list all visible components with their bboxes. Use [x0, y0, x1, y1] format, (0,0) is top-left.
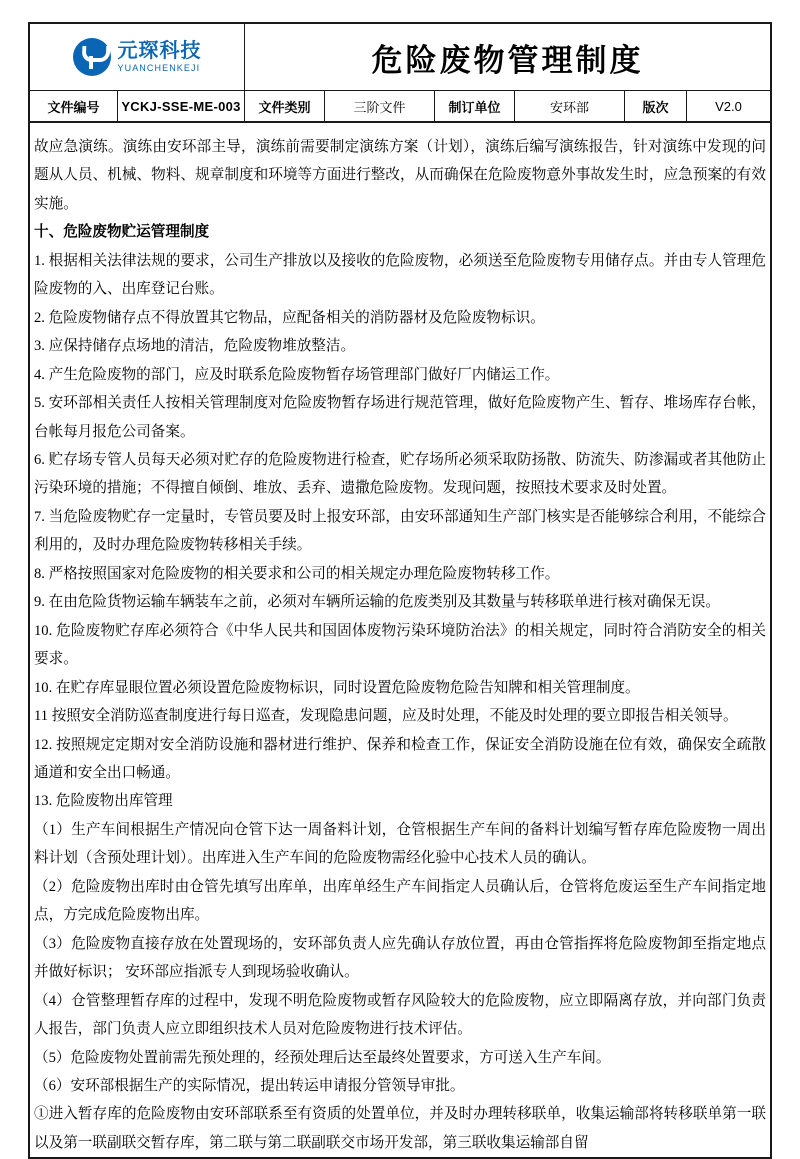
document-header	[30, 24, 770, 91]
document-body	[30, 123, 770, 1157]
version-label: 版次	[625, 91, 687, 121]
document-meta-row	[30, 91, 770, 123]
clause-item: 11 按照安全消防巡查制度进行每日巡查，发现隐患问题，应及时处理，不能及时处理的要立即报告相关领导。	[34, 708, 738, 725]
clause-item: 4. 产生危险废物的部门，应及时联系危险废物暂存场管理部门做好厂内储运工作。	[34, 366, 560, 383]
document-frame	[28, 22, 772, 1159]
clause-item: 8. 严格按照国家对危险废物的相关要求和公司的相关规定办理危险废物转移工作。	[34, 565, 560, 582]
sub-clause-item: （4）仓管整理暂存库的过程中，发现不明危险废物或暂存风险较大的危险废物，应立即隔离存放，并向部门负责人报告，部门负责人应立即组织技术人员对危险废物进行技术评估。	[34, 992, 766, 1038]
sub-clause-item: ①进入暂存库的危险废物由安环部联系至有资质的处置单位，并及时办理转移联单，收集运输部将转移联单第一联以及第一联副联交暂存库，第二联与第二联副联交市场开发部，第三联收集运输部自留	[34, 1106, 766, 1151]
clause-item: 13. 危险废物出库管理	[34, 793, 173, 810]
clause-item: 10. 在贮存库显眼位置必须设置危险废物标识，同时设置危险废物危险告知牌和相关管理制度。	[34, 679, 640, 696]
company-name-en: YUANCHENKEJI	[117, 62, 201, 73]
doc-type-label: 文件类别	[245, 91, 325, 121]
clause-item: 7. 当危险废物贮存一定量时，专管员要及时上报安环部，由安环部通知生产部门核实是否能够综合利用，不能综合利用的，及时办理危险废物转移相关手续。	[34, 508, 766, 554]
paragraph-continuation: 故应急演练。演练由安环部主导，演练前需要制定演练方案（计划），演练后编写演练报告，针对演练中发现的问题从人员、机械、物料、规章制度和环境等方面进行整改，从而确保在危险废物意外事故发生时，应急预案的有效实施。	[34, 139, 766, 212]
doc-no-value: YCKJ-SSE-ME-003	[118, 91, 245, 121]
clause-item: 6. 贮存场专管人员每天必须对贮存的危险废物进行检查，贮存场所必须采取防扬散、防流失、防渗漏或者其他防止污染环境的措施；不得擅自倾倒、堆放、丢弃、遗撒危险废物。发现问题，按照技术要求及时处置。	[34, 451, 766, 497]
clause-item: 10. 危险废物贮存库必须符合《中华人民共和国固体废物污染环境防治法》的相关规定，同时符合消防安全的相关要求。	[34, 622, 766, 668]
sub-clause-item: （3）危险废物直接存放在处置现场的，安环部负责人应先确认存放位置，再由仓管指挥将危险废物卸至指定地点并做好标识； 安环部应指派专人到现场验收确认。	[34, 935, 766, 981]
document-title: 危险废物管理制度	[371, 42, 644, 78]
clause-item: 1. 根据相关法律法规的要求，公司生产排放以及接收的危险废物，必须送至危险废物专用储存点。并由专人管理危险废物的入、出库登记台账。	[34, 252, 766, 298]
sub-clause-item: （5）危险废物处置前需先预处理的，经预处理后达至最终处置要求，方可送入生产车间。	[34, 1049, 611, 1066]
section-heading: 十、危险废物贮运管理制度	[34, 224, 210, 241]
dept-value: 安环部	[515, 91, 625, 121]
dept-label: 制订单位	[435, 91, 515, 121]
clause-item: 5. 安环部相关责任人按相关管理制度对危险废物暂存场进行规范管理，做好危险废物产生、暂存、堆场库存台帐，台帐每月报危公司备案。	[34, 395, 766, 440]
clause-item: 3. 应保持储存点场地的清洁，危险废物堆放整洁。	[34, 338, 356, 355]
company-name-cn: 元琛科技	[117, 39, 202, 62]
clause-item: 12. 按照规定定期对安全消防设施和器材进行维护、保养和检查工作，保证安全消防设施在位有效，确保安全疏散通道和安全出口畅通。	[34, 736, 766, 781]
sub-clause-item: （2）危险废物出库时由仓管先填写出库单，出库单经生产车间指定人员确认后，仓管将危废运至生产车间指定地点，方完成危险废物出库。	[34, 878, 766, 924]
sub-clause-item: （6）安环部根据生产的实际情况，提出转运申请报分管领导审批。	[34, 1077, 465, 1094]
clause-item: 9. 在由危险货物运输车辆装车之前，必须对车辆所运输的危废类别及其数量与转移联单进行核对确保无误。	[34, 594, 720, 611]
logo-mark-icon	[73, 38, 111, 76]
company-logo	[30, 24, 245, 90]
sub-clause-item: （1）生产车间根据生产情况向仓管下达一周备料计划，仓管根据生产车间的备料计划编写暂存库危险废物一周出料计划（含预处理计划）。出库进入生产车间的危险废物需经化验中心技术人员的确认。	[34, 821, 766, 867]
version-value: V2.0	[715, 98, 742, 114]
doc-no-label: 文件编号	[30, 91, 118, 121]
clause-item: 2. 危险废物储存点不得放置其它物品，应配备相关的消防器材及危险废物标识。	[34, 309, 545, 326]
doc-type-value: 三阶文件	[325, 91, 435, 121]
